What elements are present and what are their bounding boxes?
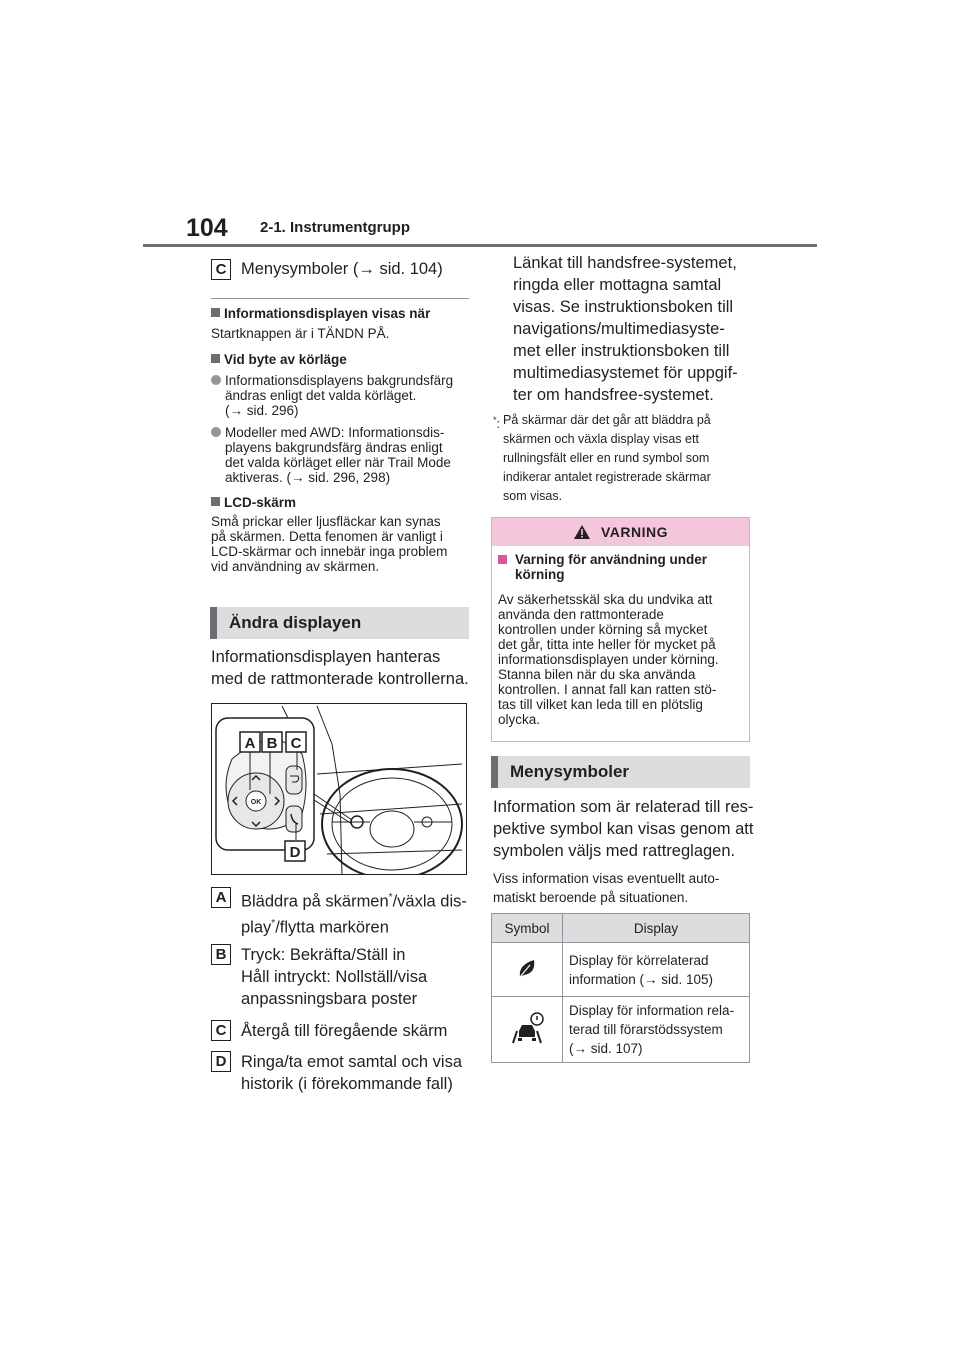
letter-b-badge: B xyxy=(211,944,231,965)
item-a: A Bläddra på skärmen*/växla dis- play*/flytta markören xyxy=(211,887,473,938)
item-d: D Ringa/ta emot samtal och visa historik (i förekommande fall) xyxy=(211,1051,473,1095)
warning-box xyxy=(491,517,750,742)
driver-assist-icon xyxy=(507,1011,547,1045)
column-header-symbol: Symbol xyxy=(492,914,563,943)
steering-wheel-illustration xyxy=(212,704,467,875)
menu-symbols-note: Viss information visas eventuellt auto- matiskt beroende på situationen. xyxy=(493,871,720,905)
letter-d-badge: D xyxy=(211,1051,231,1072)
menu-item-text: Menysymboler (→ sid. 104) xyxy=(241,260,443,278)
info-text: Startknappen är i TÄNDN PÅ. xyxy=(211,326,390,341)
square-bullet-icon xyxy=(498,555,507,564)
square-bullet-icon xyxy=(211,308,220,317)
handsfree-text: Länkat till handsfree-systemet, ringda eller mottagna samtal visas. Se instruktionsboken till navigations/multimediasyste- met eller instruktionsboken till multimediasystemet för uppgif- ter om handsfree-systemet. xyxy=(513,254,738,404)
page-number: 104 xyxy=(186,214,228,242)
bullet-item: Informationsdisplayens bakgrundsfärg ändras enligt det valda körläget. (→ sid. 296) xyxy=(211,373,473,418)
square-bullet-icon xyxy=(211,497,220,506)
info-display-block xyxy=(211,306,473,574)
table-row: Display för information rela- terad till förarstödssystem (→ sid. 107) xyxy=(492,997,750,1063)
change-display-text: Informationsdisplayen hanteras med de rattmonterade kontrollerna. xyxy=(211,648,469,688)
menu-item-c xyxy=(211,258,443,280)
divider xyxy=(211,298,469,299)
column-header-display: Display xyxy=(563,914,750,943)
figure-label-c: C xyxy=(290,735,302,752)
figure-label-a: A xyxy=(244,735,256,752)
info-heading: Informationsdisplayen visas när xyxy=(211,306,473,321)
round-bullet-icon xyxy=(211,375,221,385)
warning-subheading: Varning för användning under körning xyxy=(498,552,741,582)
leaf-icon xyxy=(516,957,538,979)
letter-c-badge: C xyxy=(211,1020,231,1041)
footnote: *: På skärmar där det går att bläddra på skärmen och växla display visas ett rullningsfält eller en rund symbol som indikerar antalet registrerade skärmar som visas. xyxy=(493,413,711,503)
table-row: Display för körrelaterad information (→ sid. 105) xyxy=(492,943,750,997)
warning-triangle-icon xyxy=(573,524,591,540)
warning-text: Av säkerhetsskäl ska du undvika att använda den rattmonterade kontrollen under körning så mycket det går, titta inte heller för mycket på informationsdisplayen under körning. Stanna bilen när du ska använda kontrollen. I annat fall kan ratten stö- tas till vilket kan leda till en plötslig olycka. xyxy=(498,592,719,727)
warning-header: VARNING xyxy=(492,518,749,546)
menu-symbols-heading: Menysymboler xyxy=(491,756,750,788)
round-bullet-icon xyxy=(211,427,221,437)
drive-mode-heading: Vid byte av körläge xyxy=(211,352,473,367)
change-display-heading: Ändra displayen xyxy=(210,607,469,639)
symbol-table-wrap xyxy=(491,913,750,1063)
lcd-text: Små prickar eller ljusfläckar kan synas på skärmen. Detta fenomen är vanligt i LCD-skärmar och innebär inga problem vid användning av skärmen. xyxy=(211,514,448,574)
letter-a-badge: A xyxy=(211,887,231,908)
section-title: 2-1. Instrumentgrupp xyxy=(260,219,411,236)
letter-c-badge: C xyxy=(211,259,231,280)
header-rule xyxy=(143,244,817,247)
figure-label-b: B xyxy=(266,735,278,752)
figure-label-d: D xyxy=(289,844,301,861)
symbol-table xyxy=(491,913,750,1063)
menu-symbols-text: Information som är relaterad till res- pektive symbol kan visas genom att symbolen väljs med rattreglagen. xyxy=(493,798,754,860)
item-c: C Återgå till föregående skärm xyxy=(211,1020,473,1042)
square-bullet-icon xyxy=(211,354,220,363)
ok-button-label: OK xyxy=(250,799,262,806)
bullet-item: Modeller med AWD: Informationsdis- playens bakgrundsfärg ändras enligt det valda körläget eller när Trail Mode aktiveras. (→ sid. 296, 298) xyxy=(211,425,473,485)
steering-figure xyxy=(211,703,467,875)
lcd-heading: LCD-skärm xyxy=(211,495,473,510)
item-b: B Tryck: Bekräfta/Ställ in Håll intryckt: Nollställ/visa anpassningsbara poster xyxy=(211,944,473,1010)
